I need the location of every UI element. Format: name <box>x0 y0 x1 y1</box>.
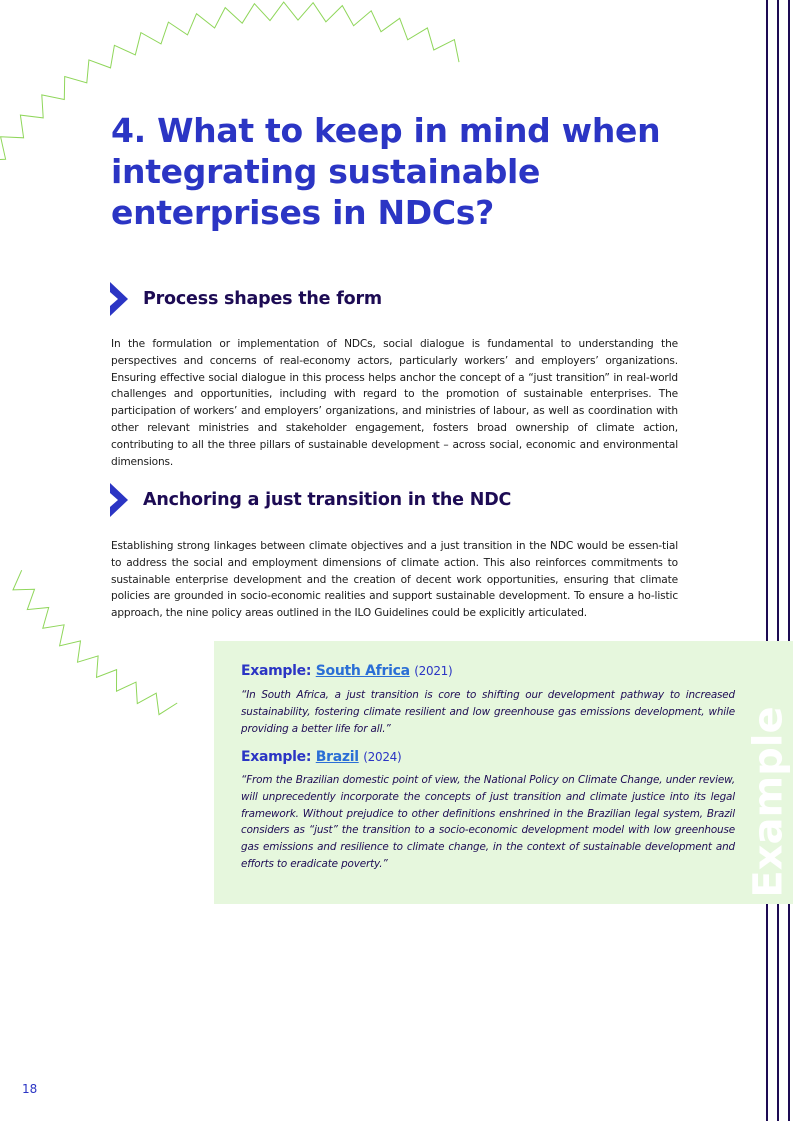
decorative-vertical-lines <box>753 0 793 1121</box>
example-year: (2021) <box>414 664 453 678</box>
example-prefix: Example: <box>241 663 312 679</box>
example-year: (2024) <box>363 750 402 764</box>
example-heading-south-africa <box>241 663 452 679</box>
south-africa-link[interactable]: South Africa <box>315 663 410 679</box>
section-heading-just-transition <box>110 483 511 517</box>
section-body-just-transition: Establishing strong linkages between climate objectives and a just transition in the NDC would be essen-tial to address the social and employment dimensions of climate action. This also reinforces commitments to sustainable enterprise development and the creation of decent work opportunities, ensuring that climate policies are grounded in socio-economic realities and support sustainable development. To ensure a ho-listic approach, the nine policy areas outlined in the ILO Guidelines could be explicitly articulated. <box>111 540 678 620</box>
example-quote-south-africa: “In South Africa, a just transition is core to shifting our development pathway to increased sustainability, fostering climate resilient and low greenhouse gas emissions development, while providing a better life for all.” <box>241 689 735 735</box>
page-title: 4. What to keep in mind when integrating sustainable enterprises in NDCs? <box>111 111 661 232</box>
example-quote-brazil: “From the Brazilian domestic point of view, the National Policy on Climate Change, under review, will unprecedently incorporate the concepts of just transition and climate justice into its legal framework. Without prejudice to other definitions enshrined in the Brazilian legal system, Brazil considers as “just” the transition to a socio-economic development model with low greenhouse gas emissions and resilience to climate change, in the context of sustainable development and efforts to eradicate poverty.” <box>241 774 735 870</box>
section-heading-process <box>110 282 382 316</box>
chevron-right-icon <box>110 282 128 316</box>
section-body-process: In the formulation or implementation of NDCs, social dialogue is fundamental to understanding the perspectives and concerns of real-economy actors, particularly workers’ and employers’ organizations. Ensuring effective social dialogue in this process helps anchor the concept of a “just transition” in real-world challenges and opportunities, including with regard to the promotion of sustainable enterprises. The participation of workers’ and employers’ organizations, and ministries of labour, as well as coordination with other relevant ministries and stakeholder engagement, fosters broad ownership of climate action, contributing to all the three pillars of sustainable development – across social, economic and environmental dimensions. <box>111 338 678 468</box>
chevron-right-icon <box>110 483 128 517</box>
example-heading-brazil <box>241 749 401 765</box>
example-side-label <box>747 700 791 904</box>
section-heading-text: Anchoring a just transition in the NDC <box>143 490 512 510</box>
example-side-text: Example <box>746 706 792 898</box>
section-heading-text: Process shapes the form <box>143 289 382 309</box>
example-box <box>214 641 793 904</box>
example-prefix: Example: <box>241 749 312 765</box>
brazil-link[interactable]: Brazil <box>315 749 359 765</box>
page-number: 18 <box>22 1082 38 1096</box>
